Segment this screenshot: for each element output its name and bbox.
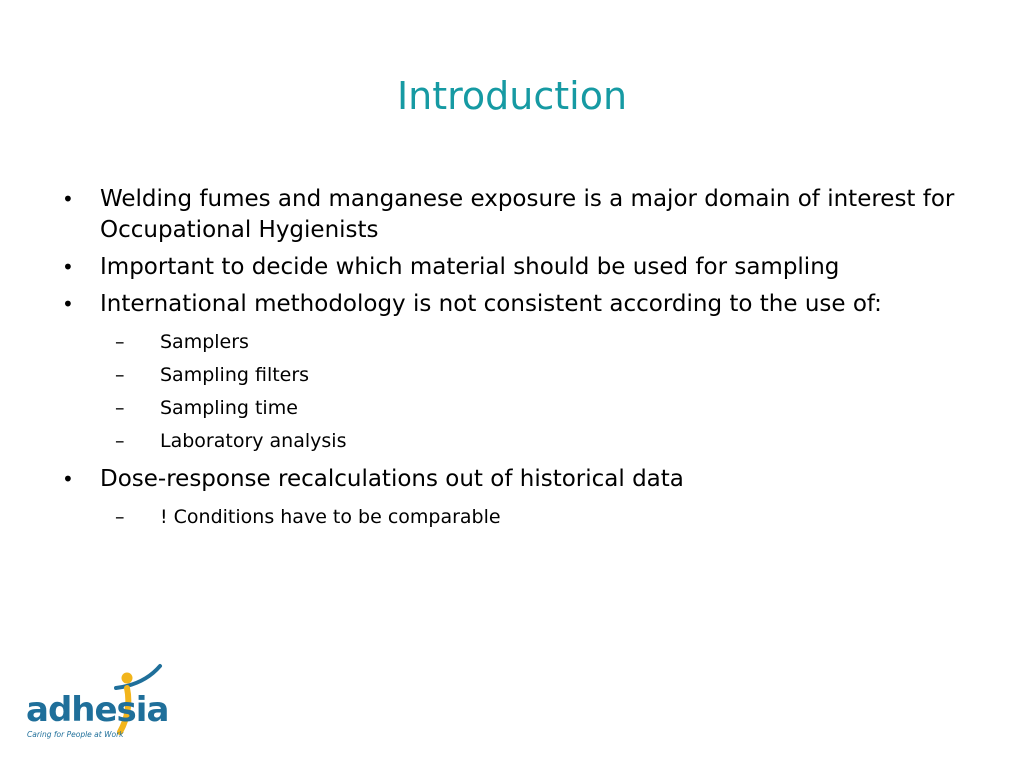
bullet-item [58,289,958,458]
bullet-marker: • [62,292,74,316]
logo-tagline: Caring for People at Work [27,730,124,739]
logo-wordmark: adhesia [26,690,169,730]
sub-list [100,501,958,534]
bullet-marker: • [62,467,74,491]
sub-item [115,326,958,359]
sub-item [115,501,958,534]
bullet-item [58,464,958,534]
adhesia-logo [26,662,171,746]
sub-marker: – [115,430,125,452]
sub-item [115,425,958,458]
bullet-item [58,184,958,246]
sub-marker: – [115,506,125,528]
slide-title: Introduction [396,74,628,118]
bullet-text: Important to decide which material should be used for sampling [100,254,840,280]
bullet-text: Dose-response recalculations out of historical data [100,466,684,492]
sub-item [115,359,958,392]
sub-item [115,392,958,425]
sub-list [100,326,958,458]
sub-text: Sampling time [160,397,298,419]
sub-text: Sampling filters [160,364,310,386]
sub-text: ! Conditions have to be comparable [160,506,501,528]
bullet-marker: • [62,255,74,279]
bullet-list [58,184,958,540]
bullet-item [58,252,958,283]
sub-text: Laboratory analysis [160,430,347,452]
sub-text: Samplers [160,331,249,353]
sub-marker: – [115,364,125,386]
bullet-text: International methodology is not consistent according to the use of: [100,291,882,317]
bullet-marker: • [62,187,74,211]
bullet-text: Welding fumes and manganese exposure is a major domain of interest for Occupational Hygienists [100,186,955,243]
sub-marker: – [115,397,125,419]
sub-marker: – [115,331,125,353]
